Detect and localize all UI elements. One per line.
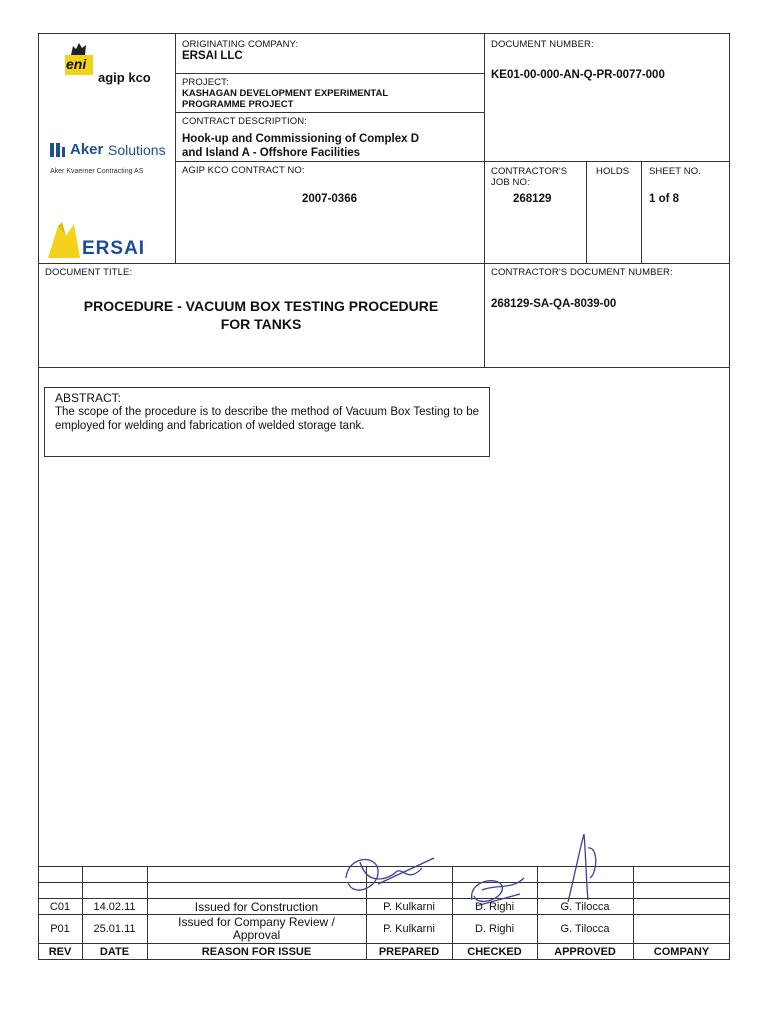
checked-header: CHECKED xyxy=(467,946,522,958)
prepared-cell: P. Kulkarni xyxy=(383,923,435,935)
company-cell xyxy=(633,915,730,943)
contractor-job-label-2: JOB NO: xyxy=(491,177,530,188)
sheet-number-value: 1 of 8 xyxy=(649,193,680,205)
eni-logo-text: eni xyxy=(66,56,87,72)
date-cell: 14.02.11 xyxy=(93,900,136,913)
document-title-label: DOCUMENT TITLE: xyxy=(45,267,133,278)
ersai-logo xyxy=(44,222,172,260)
ersai-emblem-icon xyxy=(44,222,84,258)
contract-description-label: CONTRACT DESCRIPTION: xyxy=(182,116,307,127)
logo-column-divider xyxy=(175,33,176,263)
document-number-value: KE01-00-000-AN-Q-PR-0077-000 xyxy=(491,69,665,81)
contractor-document-number-value: 268129-SA-QA-8039-00 xyxy=(491,298,617,310)
approved-cell: G. Tilocca xyxy=(560,923,610,935)
document-title-line2: FOR TANKS xyxy=(220,316,302,332)
abstract-text: The scope of the procedure is to describe the method of Vacuum Box Testing to be employed for welding and fabrication of welded storage tank. xyxy=(55,406,479,432)
date-header: DATE xyxy=(99,946,130,958)
rev-cell: P01 xyxy=(50,923,70,935)
project-value-line1: KASHAGAN DEVELOPMENT EXPERIMENTAL xyxy=(182,88,389,99)
abstract-heading: ABSTRACT: xyxy=(55,391,122,405)
company-header: COMPANY xyxy=(653,946,710,958)
middle-column-divider xyxy=(484,33,485,367)
divider xyxy=(175,73,484,74)
contract-description-line2: and Island A - Offshore Facilities xyxy=(182,147,361,159)
aker-logo-text-2: Solutions xyxy=(108,142,166,158)
sheet-divider xyxy=(641,161,642,263)
checked-cell: D. Righi xyxy=(474,923,515,935)
signature-approved xyxy=(562,828,602,908)
aker-solutions-logo xyxy=(48,140,173,162)
sheet-number-label: SHEET NO. xyxy=(649,166,701,177)
approved-cell: G. Tilocca xyxy=(560,900,610,913)
prepared-header: PREPARED xyxy=(378,946,440,958)
divider xyxy=(175,161,730,162)
divider xyxy=(38,367,730,368)
document-title-line1: PROCEDURE - VACUUM BOX TESTING PROCEDURE xyxy=(83,298,439,314)
aker-logo-text-1: Aker xyxy=(70,141,104,158)
contractor-job-value: 268129 xyxy=(513,193,552,205)
reason-cell: Issued for Company Review / Approval xyxy=(178,915,335,942)
divider xyxy=(38,263,730,264)
reason-header: REASON FOR ISSUE xyxy=(201,946,312,958)
project-label: PROJECT: xyxy=(182,77,229,88)
aker-subtitle: Aker Kvaerner Contracting AS xyxy=(50,168,144,175)
divider xyxy=(175,112,484,113)
rev-cell: C01 xyxy=(49,900,71,913)
aker-logo-icon xyxy=(48,141,66,159)
holds-divider xyxy=(586,161,587,263)
holds-label: HOLDS xyxy=(596,166,630,177)
originating-company-label: ORIGINATING COMPANY: xyxy=(182,39,299,50)
ersai-logo-text: ERSAI xyxy=(82,238,146,259)
agip-kco-logo-text: agip kco xyxy=(98,70,151,85)
company-cell xyxy=(633,899,730,914)
reason-cell: Issued for Construction xyxy=(194,899,319,914)
contractor-job-label-1: CONTRACTOR'S xyxy=(491,166,568,177)
approved-header: APPROVED xyxy=(554,946,616,958)
contractor-document-number-label: CONTRACTOR'S DOCUMENT NUMBER: xyxy=(491,267,673,278)
rev-header: REV xyxy=(48,946,72,958)
document-number-label: DOCUMENT NUMBER: xyxy=(491,39,594,50)
contract-description-line1: Hook-up and Commissioning of Complex D xyxy=(182,133,420,145)
agip-contract-label: AGIP KCO CONTRACT NO: xyxy=(182,165,305,176)
date-cell: 25.01.11 xyxy=(93,923,136,935)
eni-logo xyxy=(64,41,94,75)
agip-contract-value: 2007-0366 xyxy=(302,193,357,205)
originating-company-value: ERSAI LLC xyxy=(182,50,243,62)
project-value-line2: PROGRAMME PROJECT xyxy=(182,99,294,110)
checked-cell: D. Righi xyxy=(474,900,515,913)
prepared-cell: P. Kulkarni xyxy=(383,900,435,913)
